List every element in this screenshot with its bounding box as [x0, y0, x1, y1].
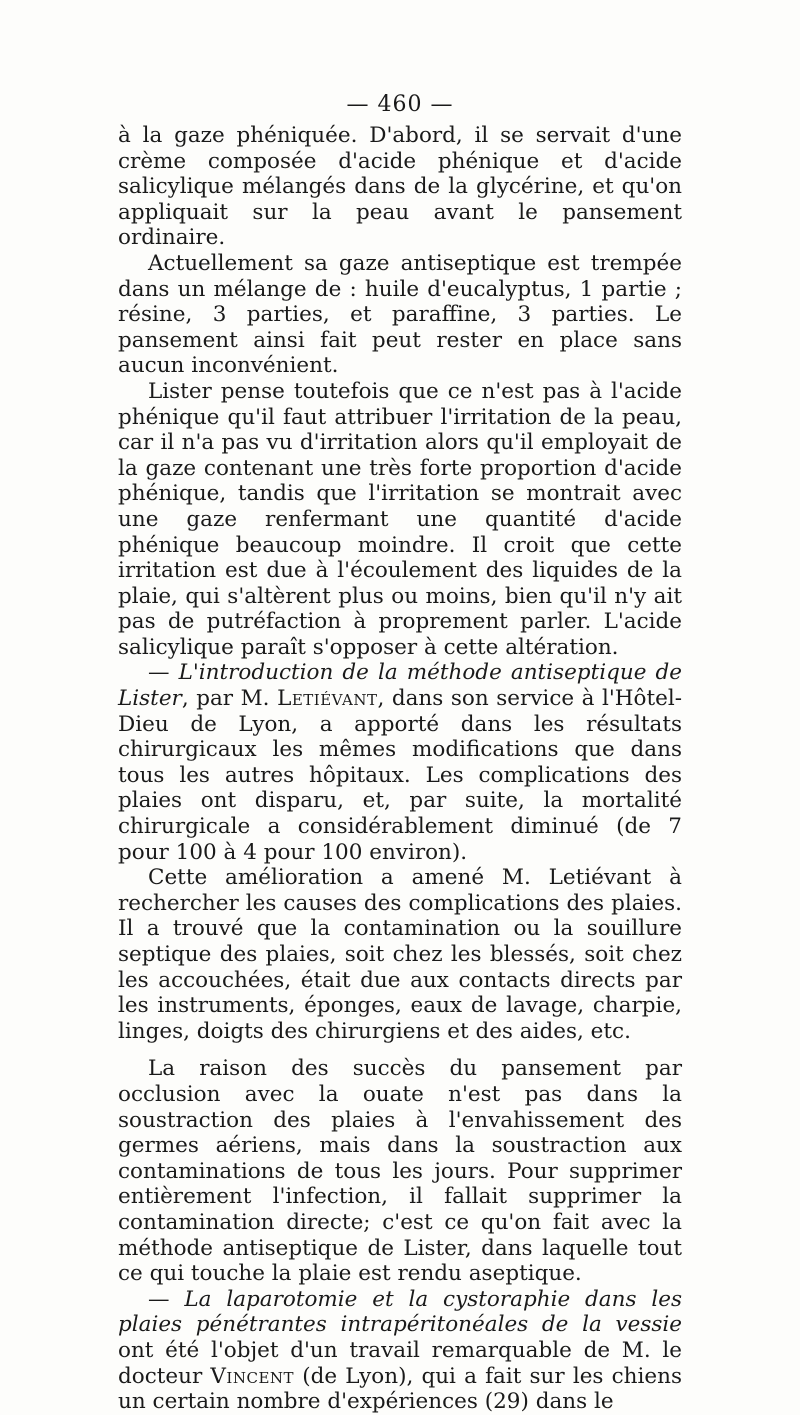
paragraph-7-text-a: ont été l'objet d'un travail remarquable de M. le docteur — [118, 1337, 682, 1389]
author-letievant: Letiévant — [277, 686, 378, 712]
paragraph-3: Lister pense toutefois que ce n'est pas à l'acide phénique qu'il faut attribuer l'irritation de la peau, car il n'a pas vu d'irritation alors qu'il employait de la gaze contenant une très forte proportion d'acide phénique, tandis que l'irritation se montrait avec une gaze renfermant une quantité d'acide phénique beaucoup moindre. Il croit que cette irritation est due à l'écoulement des liquides de la plaie, qui s'altèrent plus ou moins, bien qu'il n'y ait pas de putréfaction à proprement parler. L'acide salicylique paraît s'opposer à cette altération. — [118, 378, 682, 660]
paragraph-1: à la gaze phéniquée. D'abord, il se servait d'une crème composée d'acide phénique et d'acide salicylique mélangés dans de la glycérine, et qu'on appliquait sur la peau avant le pansement ordinaire. — [118, 123, 682, 251]
paragraph-5: Cette amélioration a amené M. Letiévant à rechercher les causes des complications des plaies. Il a trouvé que la contamination ou la souillure septique des plaies, soit chez les blessés, soit chez les accouchées, était due aux contacts directs par les instruments, éponges, eaux de lavage, charpie, linges, doigts des chirurgiens et des aides, etc. — [118, 865, 682, 1044]
section-title-laparotomie: La laparotomie et la cystoraphie dans les plaies pénétrantes intrapéritonéales de la vessie — [118, 1286, 682, 1338]
page-body — [118, 123, 682, 1415]
paragraph-6: La raison des succès du pansement par occlusion avec la ouate n'est pas dans la soustraction des plaies à l'envahissement des germes aériens, mais dans la soustraction aux contaminations de tous les jours. Pour supprimer entièrement l'infection, il fallait supprimer la contamination directe; c'est ce qu'on fait avec la méthode antiseptique de Lister, dans laquelle tout ce qui touche la plaie est rendu aseptique. — [118, 1056, 682, 1287]
em-dash: — — [148, 660, 179, 686]
paragraph-4 — [118, 660, 682, 865]
paragraph-7-text-b: (de Lyon), qui a fait sur les chiens un certain nombre d'expériences (29) dans le — [118, 1363, 682, 1415]
paragraph-4-text-a: , par M. — [181, 686, 278, 712]
author-vincent: Vincent — [210, 1363, 295, 1389]
em-dash: — — [148, 1286, 185, 1312]
paragraph-4-text-b: , dans son service à l'Hôtel-Dieu de Lyon, a apporté dans les résultats chirurgicaux les mêmes modifications que dans tous les autres hôpitaux. Les complications des plaies ont disparu, et, par suite, la mortalité chirurgicale a considérablement diminué (de 7 pour 100 à 4 pour 100 environ). — [118, 686, 683, 865]
paragraph-2: Actuellement sa gaze antiseptique est trempée dans un mélange de : huile d'eucalyptus, 1 partie ; résine, 3 parties, et paraffine, 3 parties. Le pansement ainsi fait peut rester en place sans aucun inconvénient. — [118, 250, 682, 379]
section-title-lister: L'introduction de la méthode antiseptique de Lister — [118, 660, 682, 712]
paragraph-7 — [118, 1287, 682, 1415]
page-number: — 460 — — [346, 92, 454, 117]
